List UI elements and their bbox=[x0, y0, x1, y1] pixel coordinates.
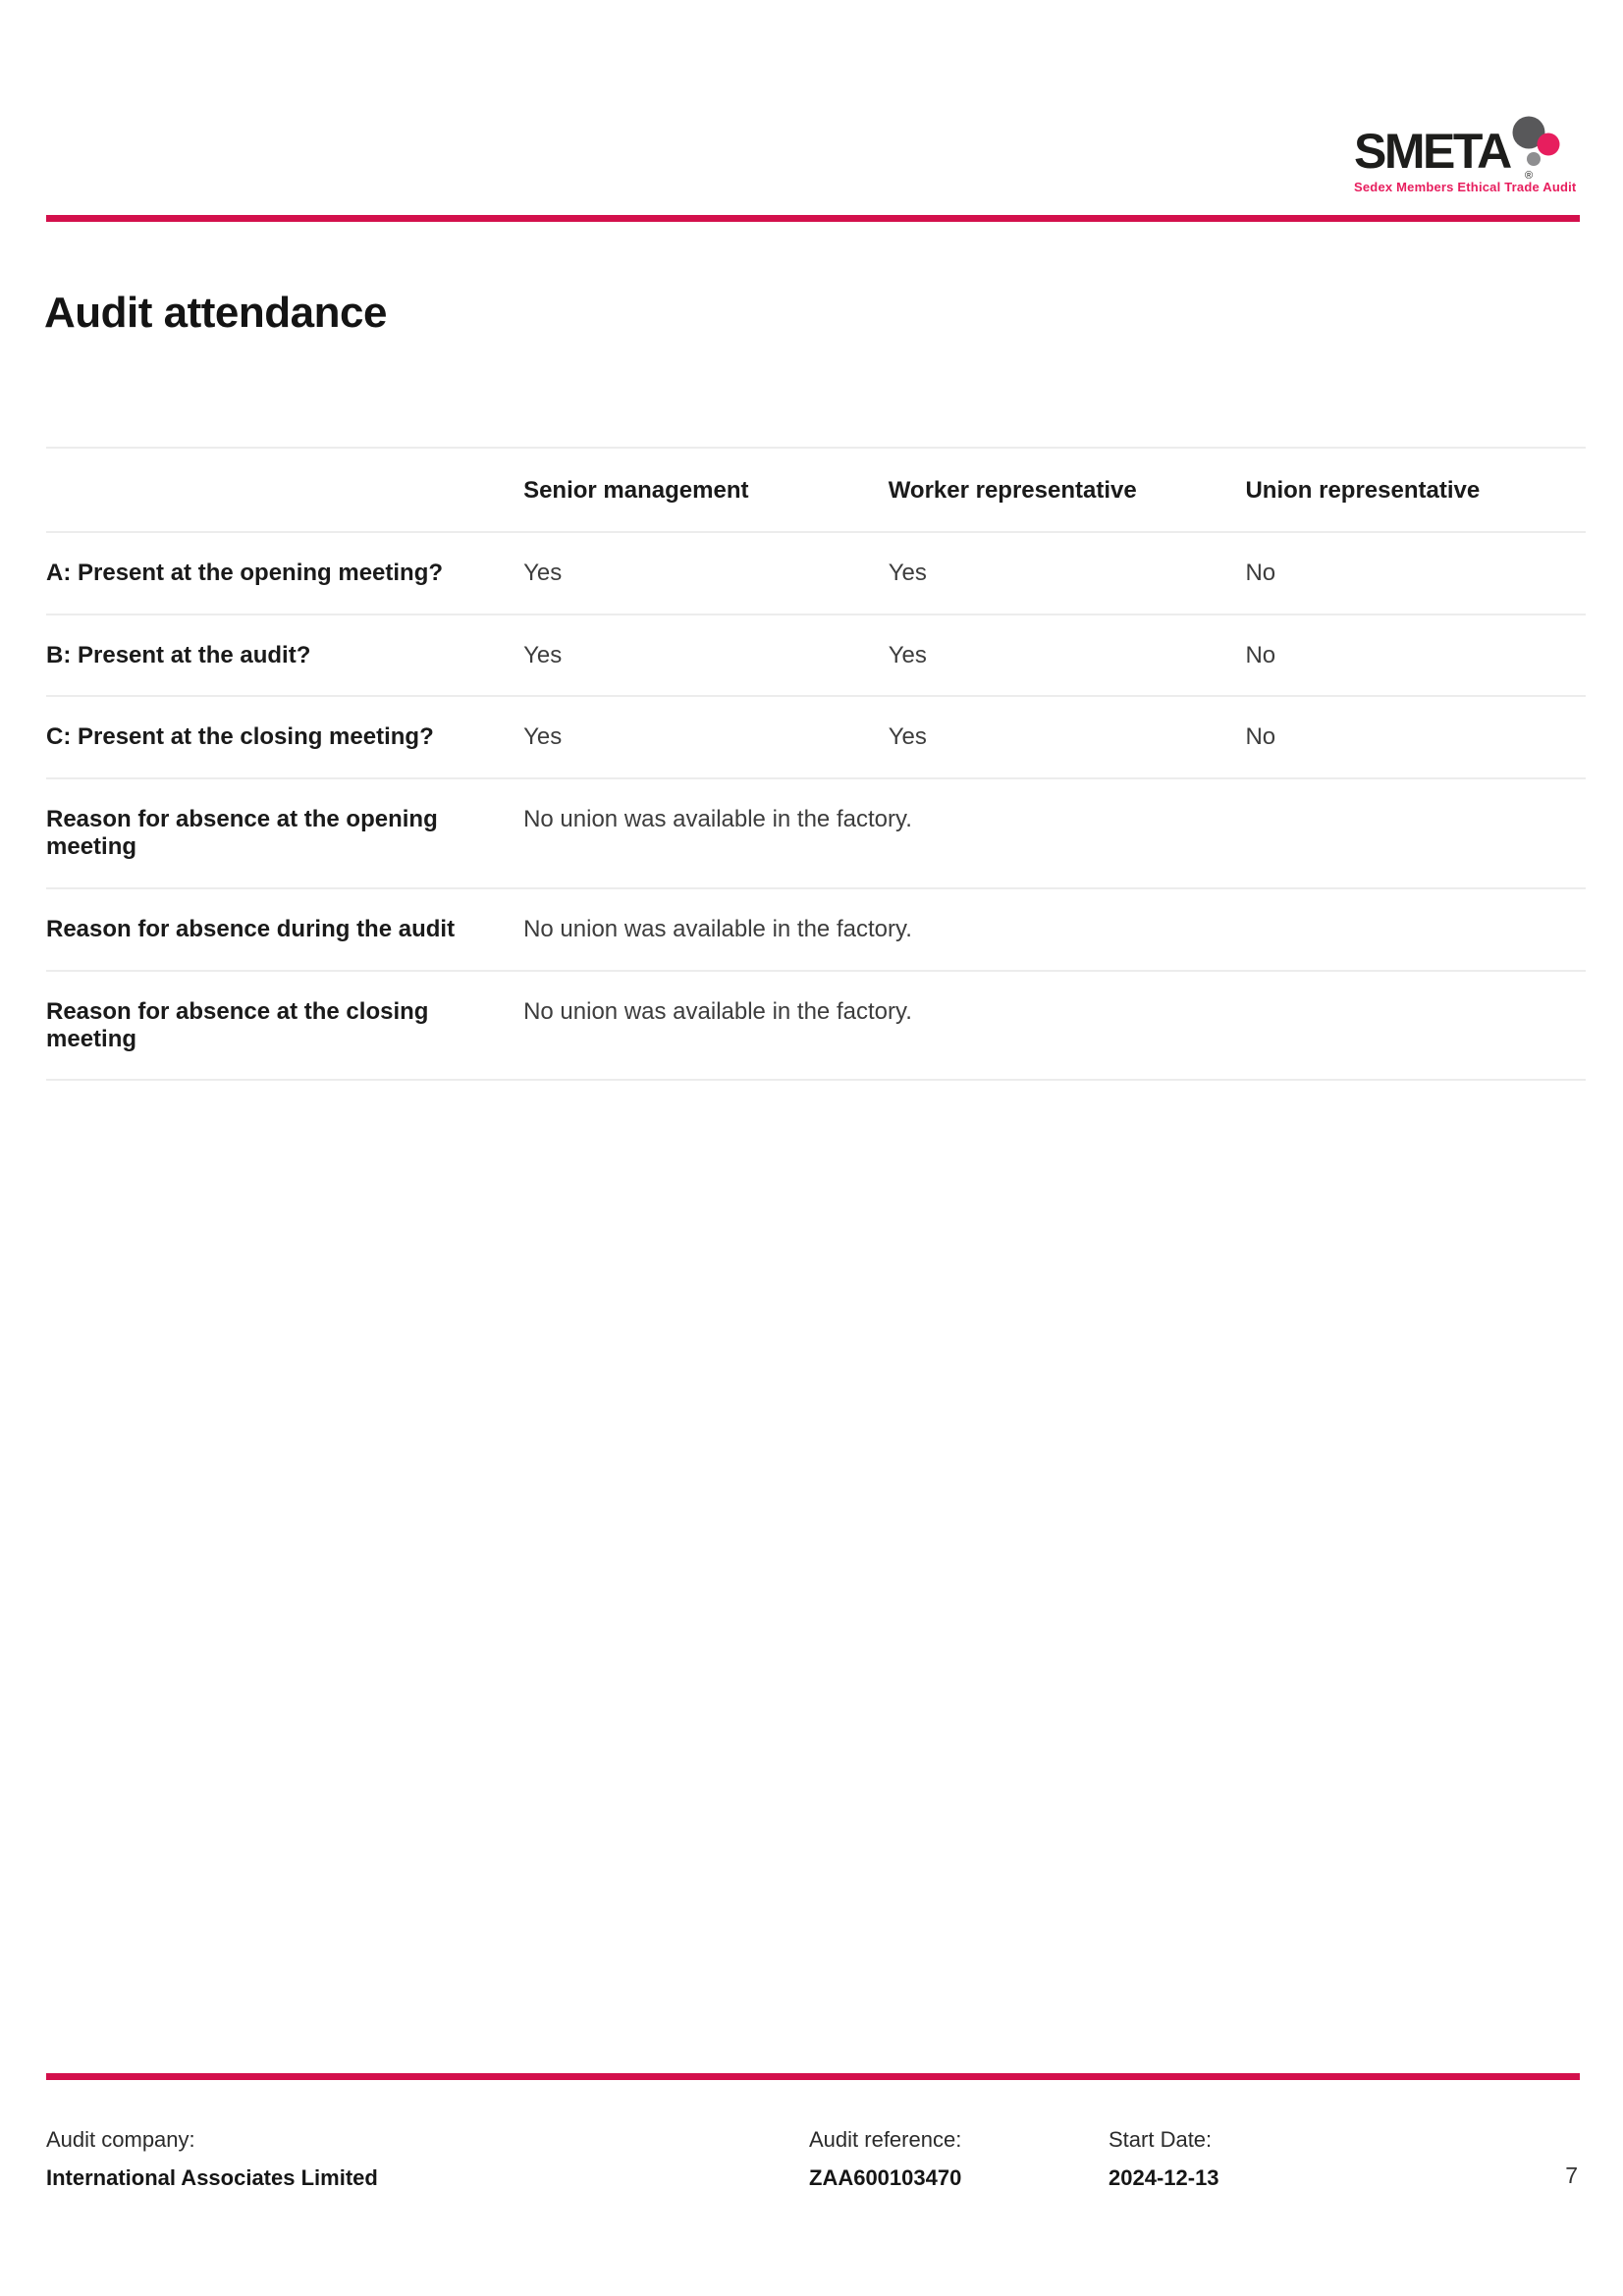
cell-value: Yes bbox=[888, 723, 927, 751]
table-row-reason-during bbox=[46, 888, 1586, 971]
page-title: Audit attendance bbox=[44, 289, 387, 337]
table-corner-cell bbox=[46, 448, 523, 532]
footer-start-date bbox=[1109, 2127, 1219, 2191]
smeta-dots-icon bbox=[1512, 116, 1561, 183]
table-header-row bbox=[46, 448, 1586, 532]
footer-audit-company bbox=[46, 2127, 378, 2191]
audit-reference-label: Audit reference: bbox=[809, 2127, 962, 2152]
attendance-table bbox=[46, 447, 1586, 1081]
cell-value: No bbox=[1245, 641, 1276, 668]
table-row-reason-opening bbox=[46, 778, 1586, 888]
table-row-opening-meeting bbox=[46, 532, 1586, 614]
start-date-value: 2024-12-13 bbox=[1109, 2165, 1219, 2190]
cell-value: Yes bbox=[888, 559, 927, 586]
cell-value: Yes bbox=[523, 641, 563, 668]
row-label: Reason for absence at the closing meeting bbox=[46, 997, 429, 1052]
cell-reason: No union was available in the factory. bbox=[523, 806, 912, 833]
smeta-logo-word: SMETA bbox=[1354, 124, 1510, 179]
table-row-closing-meeting bbox=[46, 696, 1586, 778]
table-row-reason-closing bbox=[46, 971, 1586, 1081]
cell-value: No bbox=[1245, 559, 1276, 586]
cell-reason: No union was available in the factory. bbox=[523, 915, 912, 942]
audit-company-label: Audit company: bbox=[46, 2127, 195, 2152]
col-header-senior-management: Senior management bbox=[523, 477, 749, 504]
smeta-logo-tagline: Sedex Members Ethical Trade Audit bbox=[1354, 180, 1577, 194]
audit-reference-value: ZAA600103470 bbox=[809, 2165, 962, 2190]
audit-company-value: International Associates Limited bbox=[46, 2165, 378, 2190]
start-date-label: Start Date: bbox=[1109, 2127, 1213, 2152]
smeta-logo bbox=[1354, 116, 1577, 194]
cell-value: Yes bbox=[523, 559, 563, 586]
header-divider bbox=[46, 215, 1580, 222]
row-label: C: Present at the closing meeting? bbox=[46, 723, 434, 751]
registered-mark-icon: ® bbox=[1524, 170, 1533, 182]
row-label: B: Present at the audit? bbox=[46, 641, 311, 668]
row-label: Reason for absence at the opening meeting bbox=[46, 806, 438, 861]
page-number: 7 bbox=[1565, 2163, 1578, 2188]
smeta-logo-row bbox=[1354, 116, 1574, 182]
col-header-worker-representative: Worker representative bbox=[888, 477, 1137, 504]
cell-reason: No union was available in the factory. bbox=[523, 997, 912, 1025]
cell-value: No bbox=[1245, 723, 1276, 751]
footer-divider bbox=[46, 2073, 1580, 2080]
table-row-audit bbox=[46, 614, 1586, 697]
col-header-union-representative: Union representative bbox=[1245, 477, 1481, 504]
cell-value: Yes bbox=[888, 641, 927, 668]
row-label: A: Present at the opening meeting? bbox=[46, 559, 444, 586]
footer-audit-reference bbox=[809, 2127, 961, 2191]
row-label: Reason for absence during the audit bbox=[46, 915, 456, 942]
cell-value: Yes bbox=[523, 723, 563, 751]
